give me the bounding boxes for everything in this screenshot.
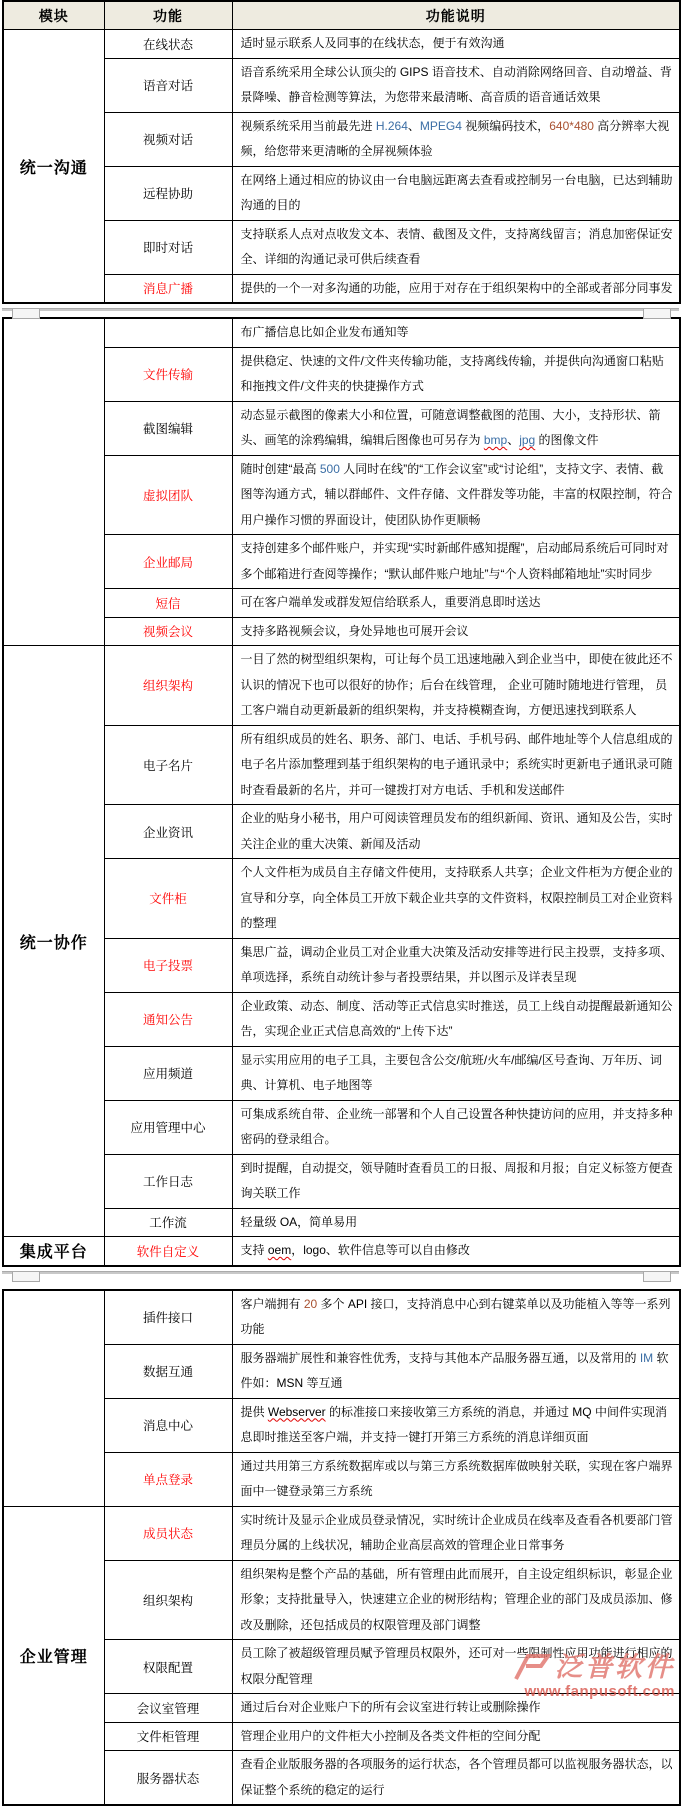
description-cell: 支持创建多个邮件账户，并实现“实时新邮件感知提醒”，启动邮局系统后可同时对多个邮箱进行查阅等操作；“默认邮件账户地址”与“个人资料邮箱地址”实时同步: [232, 535, 680, 589]
table-page-break-2: [2, 1267, 679, 1289]
function-cell: 通知公告: [104, 992, 232, 1046]
table-row: [3, 166, 680, 220]
description-cell: 通过共用第三方系统数据库或以与第三方系统数据库做映射关联，实现在客户端界面中一键登录第三方系统: [232, 1452, 680, 1506]
header-row: [3, 1, 680, 30]
table-row: [3, 112, 680, 166]
table-row: [3, 1751, 680, 1806]
watermark-url: www.fanpusoft.com: [514, 1682, 675, 1702]
description-cell: 员工除了被超级管理员赋予管理员权限外，还可对一些限制性应用功能进行相应的权限分配管理: [232, 1640, 680, 1694]
function-cell: 单点登录: [104, 1452, 232, 1506]
table-row: [3, 617, 680, 646]
table-row: [3, 1452, 680, 1506]
description-cell: 个人文件柜为成员自主存储文件使用，支持联系人共享；企业文件柜为方便企业的宣导和分享，向全体员工开放下载企业共享的文件资料，权限控制员工对企业资料的整理: [232, 859, 680, 939]
function-cell: 即时对话: [104, 220, 232, 274]
table-row: [3, 401, 680, 455]
function-cell: 数据互通: [104, 1344, 232, 1398]
feature-table-3: [2, 1289, 681, 1806]
description-cell: 实时统计及显示企业成员登录情况，实时统计企业成员在线率及查看各机要部门管理员分属的上线状况，辅助企业高层高效的管理企业日常事务: [232, 1506, 680, 1560]
description-cell: 随时创建“最高 500 人同时在线”的“工作会议室”或“讨论组”，支持文字、表情、截图等沟通方式，辅以群邮件、文件存储、文件群发等功能，丰富的权限控制，符合用户操作习惯的界面设计，使团队协作更顺畅: [232, 455, 680, 535]
description-cell: 支持 oem，logo、软件信息等可以自由修改: [232, 1237, 680, 1266]
function-cell: 截图编辑: [104, 401, 232, 455]
break-handle-left: [12, 309, 40, 319]
function-cell: 服务器状态: [104, 1751, 232, 1806]
break-rule: [2, 1271, 679, 1274]
table-row: [3, 1694, 680, 1723]
description-cell: 视频系统采用当前最先进 H.264、MPEG4 视频编码技术，640*480 高分辨率大视频，给您带来更清晰的全屏视频体验: [232, 112, 680, 166]
function-cell: 软件自定义: [104, 1237, 232, 1266]
description-cell: 通过后台对企业账户下的所有会议室进行转让或删除操作: [232, 1694, 680, 1723]
table-row: [3, 805, 680, 859]
function-cell: 电子名片: [104, 725, 232, 805]
description-cell: 查看企业版服务器的各项服务的运行状态，各个管理员都可以监视服务器状态，以保证整个系统的稳定的运行: [232, 1751, 680, 1806]
table-row: [3, 992, 680, 1046]
header-cell-function: 功能: [104, 1, 232, 30]
module-cell: [3, 1290, 104, 1507]
description-cell: 到时提醒，自动提交，领导随时查看员工的日报、周报和月报；自定义标签方便查询关联工作: [232, 1154, 680, 1208]
description-cell: 一目了然的树型组织架构，可让每个员工迅速地融入到企业当中，即使在彼此还不认识的情况下也可以很好的协作；后台在线管理， 企业可随时随地进行管理， 员工客户端自动更新最新的组织架构，并支持模糊查询，方便迅速找到联系人: [232, 646, 680, 726]
function-cell: 虚拟团队: [104, 455, 232, 535]
description-cell: 显示实用应用的电子工具，主要包含公交/航班/火车/邮编/区号查询、万年历、词典、计算机、电子地图等: [232, 1046, 680, 1100]
table-row: [3, 347, 680, 401]
feature-table-1: [2, 0, 681, 304]
table-row: [3, 1722, 680, 1751]
description-cell: 客户端拥有 20 多个 API 接口，支持消息中心到右键菜单以及功能植入等等一系列功能: [232, 1290, 680, 1345]
function-cell: 组织架构: [104, 1560, 232, 1640]
header-cell-module: 模块: [3, 1, 104, 30]
description-cell: 布广播信息比如企业发布通知等: [232, 318, 680, 347]
function-cell: 远程协助: [104, 166, 232, 220]
communication-table-wrap: [0, 0, 681, 304]
table-row: [3, 1100, 680, 1154]
break-rule: [2, 308, 679, 311]
function-cell: 文件柜管理: [104, 1722, 232, 1751]
description-cell: 企业的贴身小秘书，用户可阅读管理员发布的组织新闻、资讯、通知及公告，实时关注企业的重大决策、新闻及活动: [232, 805, 680, 859]
function-cell: 视频会议: [104, 617, 232, 646]
feature-table-2: [2, 317, 681, 1267]
table-row: [3, 859, 680, 939]
description-cell: 提供稳定、快速的文件/文件夹传输功能，支持离线传输，并提供向沟通窗口粘贴和拖拽文件/文件夹的快捷操作方式: [232, 347, 680, 401]
description-cell: 适时显示联系人及同事的在线状态，便于有效沟通: [232, 30, 680, 59]
function-cell: 文件传输: [104, 347, 232, 401]
function-cell: 语音对话: [104, 58, 232, 112]
description-cell: 提供的一个一对多沟通的功能，应用于对存在于组织架构中的全部或者部分同事发: [232, 274, 680, 303]
module-cell: 统一沟通: [3, 30, 104, 304]
function-cell: 文件柜: [104, 859, 232, 939]
table-row: [3, 1506, 680, 1560]
function-cell: 应用管理中心: [104, 1100, 232, 1154]
function-cell: 在线状态: [104, 30, 232, 59]
table-row: [3, 1237, 680, 1266]
table-row: [3, 938, 680, 992]
function-cell: 工作流: [104, 1208, 232, 1237]
function-cell: 插件接口: [104, 1290, 232, 1345]
break-handle-left: [12, 1272, 40, 1282]
function-cell: 视频对话: [104, 112, 232, 166]
description-cell: 提供 Webserver 的标准接口来接收第三方系统的消息，并通过 MQ 中间件实现消息即时推送至客户端，并支持一键打开第三方系统的消息详细页面: [232, 1398, 680, 1452]
watermark-brand: 泛普软件: [555, 1652, 675, 1682]
table-row: [3, 725, 680, 805]
table-row: [3, 1640, 680, 1694]
description-cell: 支持联系人点对点收发文本、表情、截图及文件，支持离线留言；消息加密保证安全、详细的沟通记录可供后续查看: [232, 220, 680, 274]
description-cell: 可集成系统自带、企业统一部署和个人自己设置各种快捷访问的应用，并支持多种密码的登录组合。: [232, 1100, 680, 1154]
function-cell: 消息中心: [104, 1398, 232, 1452]
module-cell: 企业管理: [3, 1506, 104, 1805]
management-table-wrap: [0, 1289, 681, 1806]
description-cell: 所有组织成员的姓名、职务、部门、电话、手机号码、邮件地址等个人信息组成的电子名片添加整理到基于组织架构的电子通讯录中；系统实时更新电子通讯录可随时查看最新的名片，并可一键拨打对方电话、手机和发送邮件: [232, 725, 680, 805]
description-cell: 组织架构是整个产品的基础，所有管理由此而展开，自主设定组织标识，彰显企业形象；支持批量导入，快速建立企业的树形结构；管理企业的部门及成员添加、修改及删除，还包括成员的权限管理及部门调整: [232, 1560, 680, 1640]
module-cell: 统一协作: [3, 646, 104, 1237]
table-row: [3, 1560, 680, 1640]
table-row: [3, 58, 680, 112]
table-row: [3, 30, 680, 59]
module-cell: [3, 318, 104, 646]
function-cell: 成员状态: [104, 1506, 232, 1560]
table-row: [3, 646, 680, 726]
description-cell: 可在客户端单发或群发短信给联系人，重要消息即时送达: [232, 589, 680, 618]
description-cell: 轻量级 OA，简单易用: [232, 1208, 680, 1237]
module-cell: 集成平台: [3, 1237, 104, 1266]
description-cell: 服务器端扩展性和兼容性优秀，支持与其他本产品服务器互通，以及常用的 IM 软件如：MSN 等互通: [232, 1344, 680, 1398]
table-page-break-1: [2, 304, 679, 317]
break-handle-right: [643, 1272, 671, 1282]
function-cell: 短信: [104, 589, 232, 618]
function-cell: 会议室管理: [104, 1694, 232, 1723]
function-cell: [104, 318, 232, 347]
function-cell: 企业邮局: [104, 535, 232, 589]
table-row: [3, 1344, 680, 1398]
description-cell: 支持多路视频会议，身处异地也可展开会议: [232, 617, 680, 646]
function-cell: 消息广播: [104, 274, 232, 303]
description-cell: 动态显示截图的像素大小和位置，可随意调整截图的范围、大小，支持形状、箭头、画笔的涂鸦编辑，编辑后图像也可另存为 bmp、jpg 的图像文件: [232, 401, 680, 455]
table-row: [3, 274, 680, 303]
function-cell: 权限配置: [104, 1640, 232, 1694]
function-cell: 工作日志: [104, 1154, 232, 1208]
collaboration-table-wrap: [0, 317, 681, 1267]
description-cell: 企业政策、动态、制度、活动等正式信息实时推送，员工上线自动提醒最新通知公告，实现企业正式信息高效的“上传下达”: [232, 992, 680, 1046]
function-cell: 电子投票: [104, 938, 232, 992]
table-row: [3, 1046, 680, 1100]
header-cell-description: 功能说明: [232, 1, 680, 30]
description-cell: 语音系统采用全球公认顶尖的 GIPS 语音技术、自动消除网络回音、自动增益、背景降噪、静音检测等算法，为您带来最清晰、高音质的语音通话效果: [232, 58, 680, 112]
table-row: [3, 1208, 680, 1237]
table-row: [3, 1398, 680, 1452]
table-row: [3, 535, 680, 589]
table-row: [3, 1154, 680, 1208]
function-cell: 应用频道: [104, 1046, 232, 1100]
table-row: [3, 455, 680, 535]
table-row: [3, 1290, 680, 1345]
table-row: [3, 589, 680, 618]
description-cell: 在网络上通过相应的协议由一台电脑远距离去查看或控制另一台电脑，已达到辅助沟通的目的: [232, 166, 680, 220]
table-row: [3, 318, 680, 347]
break-handle-right: [643, 309, 671, 319]
function-cell: 企业资讯: [104, 805, 232, 859]
description-cell: 集思广益，调动企业员工对企业重大决策及活动安排等进行民主投票，支持多项、单项选择，系统自动统计参与者投票结果，并以图示及详表呈现: [232, 938, 680, 992]
function-cell: 组织架构: [104, 646, 232, 726]
table-row: [3, 220, 680, 274]
description-cell: 管理企业用户的文件柜大小控制及各类文件柜的空间分配: [232, 1722, 680, 1751]
